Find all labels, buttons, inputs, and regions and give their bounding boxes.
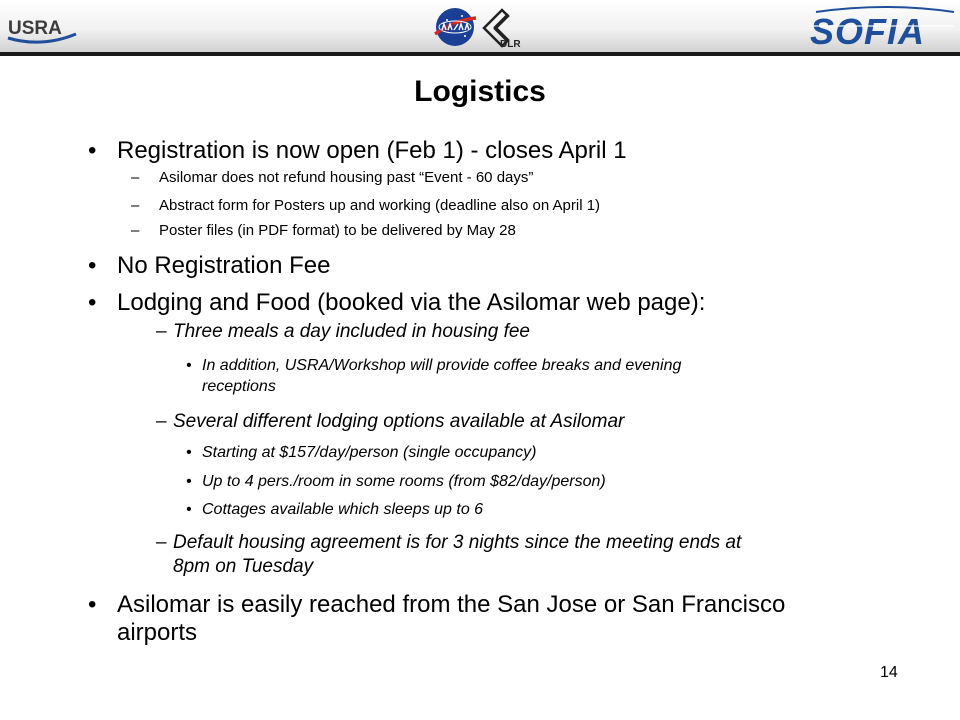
usra-logo <box>2 8 82 50</box>
bullet-airports: Asilomar is easily reached from the San Jose or San Francisco <box>117 591 786 618</box>
sub-bullet-lodging-options: Several different lodging options available at Asilomar <box>173 411 625 432</box>
dash-marker: – <box>156 411 167 432</box>
bullet-marker: • <box>186 444 192 461</box>
sofia-logo-text: SOFIA <box>810 11 926 50</box>
bullet-lodging-food: Lodging and Food (booked via the Asilomar web page): <box>117 289 706 316</box>
dlr-logo-text: DLR <box>500 39 521 50</box>
usra-logo-text: USRA <box>8 18 62 39</box>
dlr-logo <box>478 6 530 50</box>
bullet-marker: • <box>186 473 192 490</box>
bullet-airports-cont: airports <box>117 619 198 646</box>
bullet-registration: Registration is now open (Feb 1) - closes April 1 <box>117 137 627 164</box>
sub-bullet-housing-refund: Asilomar does not refund housing past “Event - 60 days” <box>159 169 534 186</box>
slide-title: Logistics <box>414 75 546 108</box>
dash-marker: – <box>131 222 140 239</box>
sub-sub-bullet-coffee-breaks-cont: receptions <box>202 378 276 395</box>
sub-bullet-abstract-form: Abstract form for Posters up and working (deadline also on April 1) <box>159 197 601 214</box>
sub-bullet-three-meals: Three meals a day included in housing fee <box>173 321 531 342</box>
sofia-logo <box>806 4 956 50</box>
bullet-marker: • <box>88 289 97 316</box>
dash-marker: – <box>131 169 140 186</box>
bullet-marker: • <box>88 591 97 618</box>
sub-sub-bullet-single-price: Starting at $157/day/person (single occupancy) <box>202 444 537 461</box>
sub-bullet-housing-agreement-cont: 8pm on Tuesday <box>173 556 314 577</box>
bullet-marker: • <box>186 357 192 374</box>
sub-bullet-poster-files: Poster files (in PDF format) to be delivered by May 28 <box>159 222 516 239</box>
bullet-marker: • <box>88 252 97 279</box>
nasa-logo <box>432 6 478 48</box>
bullet-no-fee: No Registration Fee <box>117 252 331 279</box>
sub-bullet-housing-agreement: Default housing agreement is for 3 nights since the meeting ends at <box>173 532 742 553</box>
header-divider <box>0 52 960 56</box>
bullet-marker: • <box>186 501 192 518</box>
dash-marker: – <box>156 321 167 342</box>
sub-sub-bullet-coffee-breaks: In addition, USRA/Workshop will provide coffee breaks and evening <box>202 357 682 374</box>
sub-sub-bullet-cottages: Cottages available which sleeps up to 6 <box>202 501 484 518</box>
dash-marker: – <box>131 197 140 214</box>
bullet-marker: • <box>88 137 97 164</box>
slide-header <box>0 0 960 54</box>
dash-marker: – <box>156 532 167 553</box>
sub-sub-bullet-shared-price: Up to 4 pers./room in some rooms (from $82/day/person) <box>202 473 606 490</box>
page-number: 14 <box>880 664 898 681</box>
